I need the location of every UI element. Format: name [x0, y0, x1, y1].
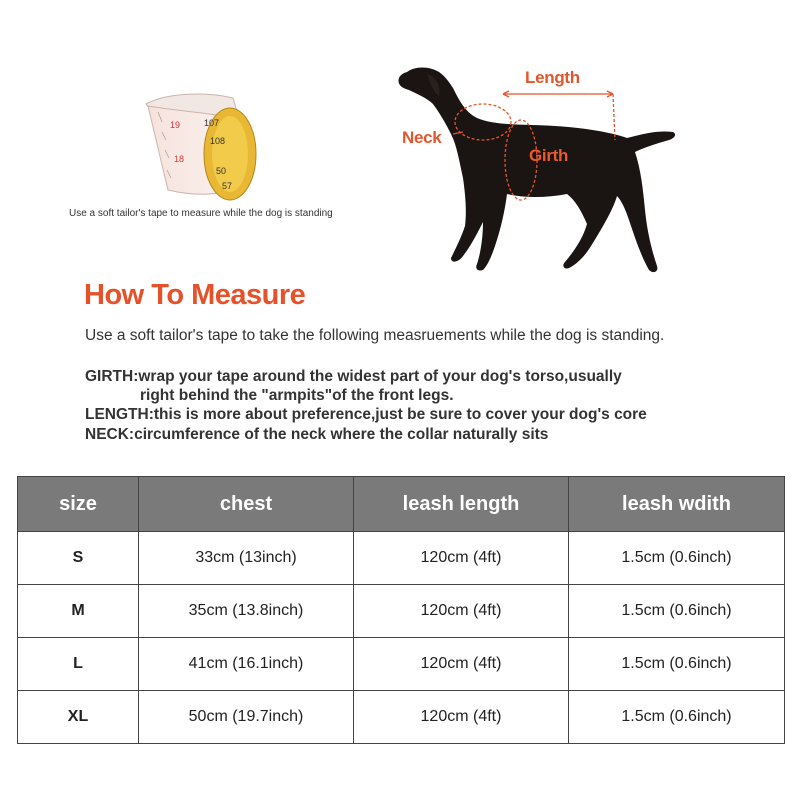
chest-cell: 35cm (13.8inch) [139, 585, 354, 638]
column-header-size: size [18, 477, 139, 532]
tape-number: 57 [222, 181, 233, 191]
tape-number: 18 [174, 154, 185, 164]
column-header-leash-width: leash wdith [569, 477, 785, 532]
length-label: Length [525, 68, 580, 87]
size-cell: XL [18, 691, 139, 744]
leash-width-cell: 1.5cm (0.6inch) [569, 638, 785, 691]
size-cell: M [18, 585, 139, 638]
neck-instruction: NECK:circumference of the neck where the collar naturally sits [85, 426, 549, 443]
leash-length-cell: 120cm (4ft) [354, 691, 569, 744]
size-cell: L [18, 638, 139, 691]
leash-length-cell: 120cm (4ft) [354, 585, 569, 638]
chest-cell: 41cm (16.1inch) [139, 638, 354, 691]
size-table [17, 476, 785, 744]
tape-number: 19 [170, 120, 181, 130]
table-row [18, 585, 785, 638]
leash-length-cell: 120cm (4ft) [354, 638, 569, 691]
leash-length-cell: 120cm (4ft) [354, 532, 569, 585]
chest-cell: 33cm (13inch) [139, 532, 354, 585]
leash-width-cell: 1.5cm (0.6inch) [569, 691, 785, 744]
length-instruction: LENGTH:this is more about preference,just be sure to cover your dog's core [85, 406, 647, 423]
table-row [18, 691, 785, 744]
column-header-leash-length: leash length [354, 477, 569, 532]
tape-number: 107 [204, 118, 220, 128]
tape-caption: Use a soft tailor's tape to measure while the dog is standing [69, 208, 333, 219]
leash-width-cell: 1.5cm (0.6inch) [569, 532, 785, 585]
column-header-chest: chest [139, 477, 354, 532]
girth-instruction-continued: right behind the "armpits"of the front legs. [140, 387, 454, 404]
neck-label: Neck [402, 128, 442, 147]
table-header-row [18, 477, 785, 532]
chest-cell: 50cm (19.7inch) [139, 691, 354, 744]
page-title: How To Measure [84, 279, 306, 311]
leash-width-cell: 1.5cm (0.6inch) [569, 585, 785, 638]
table-row [18, 532, 785, 585]
table-row [18, 638, 785, 691]
size-cell: S [18, 532, 139, 585]
tape-measure-illustration [138, 92, 263, 207]
intro-text: Use a soft tailor's tape to take the following measruements while the dog is standing. [85, 327, 665, 344]
girth-instruction: GIRTH:wrap your tape around the widest part of your dog's torso,usually [85, 368, 622, 385]
girth-label: Girth [529, 146, 569, 165]
tape-number: 108 [210, 136, 226, 146]
dog-silhouette-illustration [395, 60, 690, 285]
tape-number: 50 [216, 166, 227, 176]
